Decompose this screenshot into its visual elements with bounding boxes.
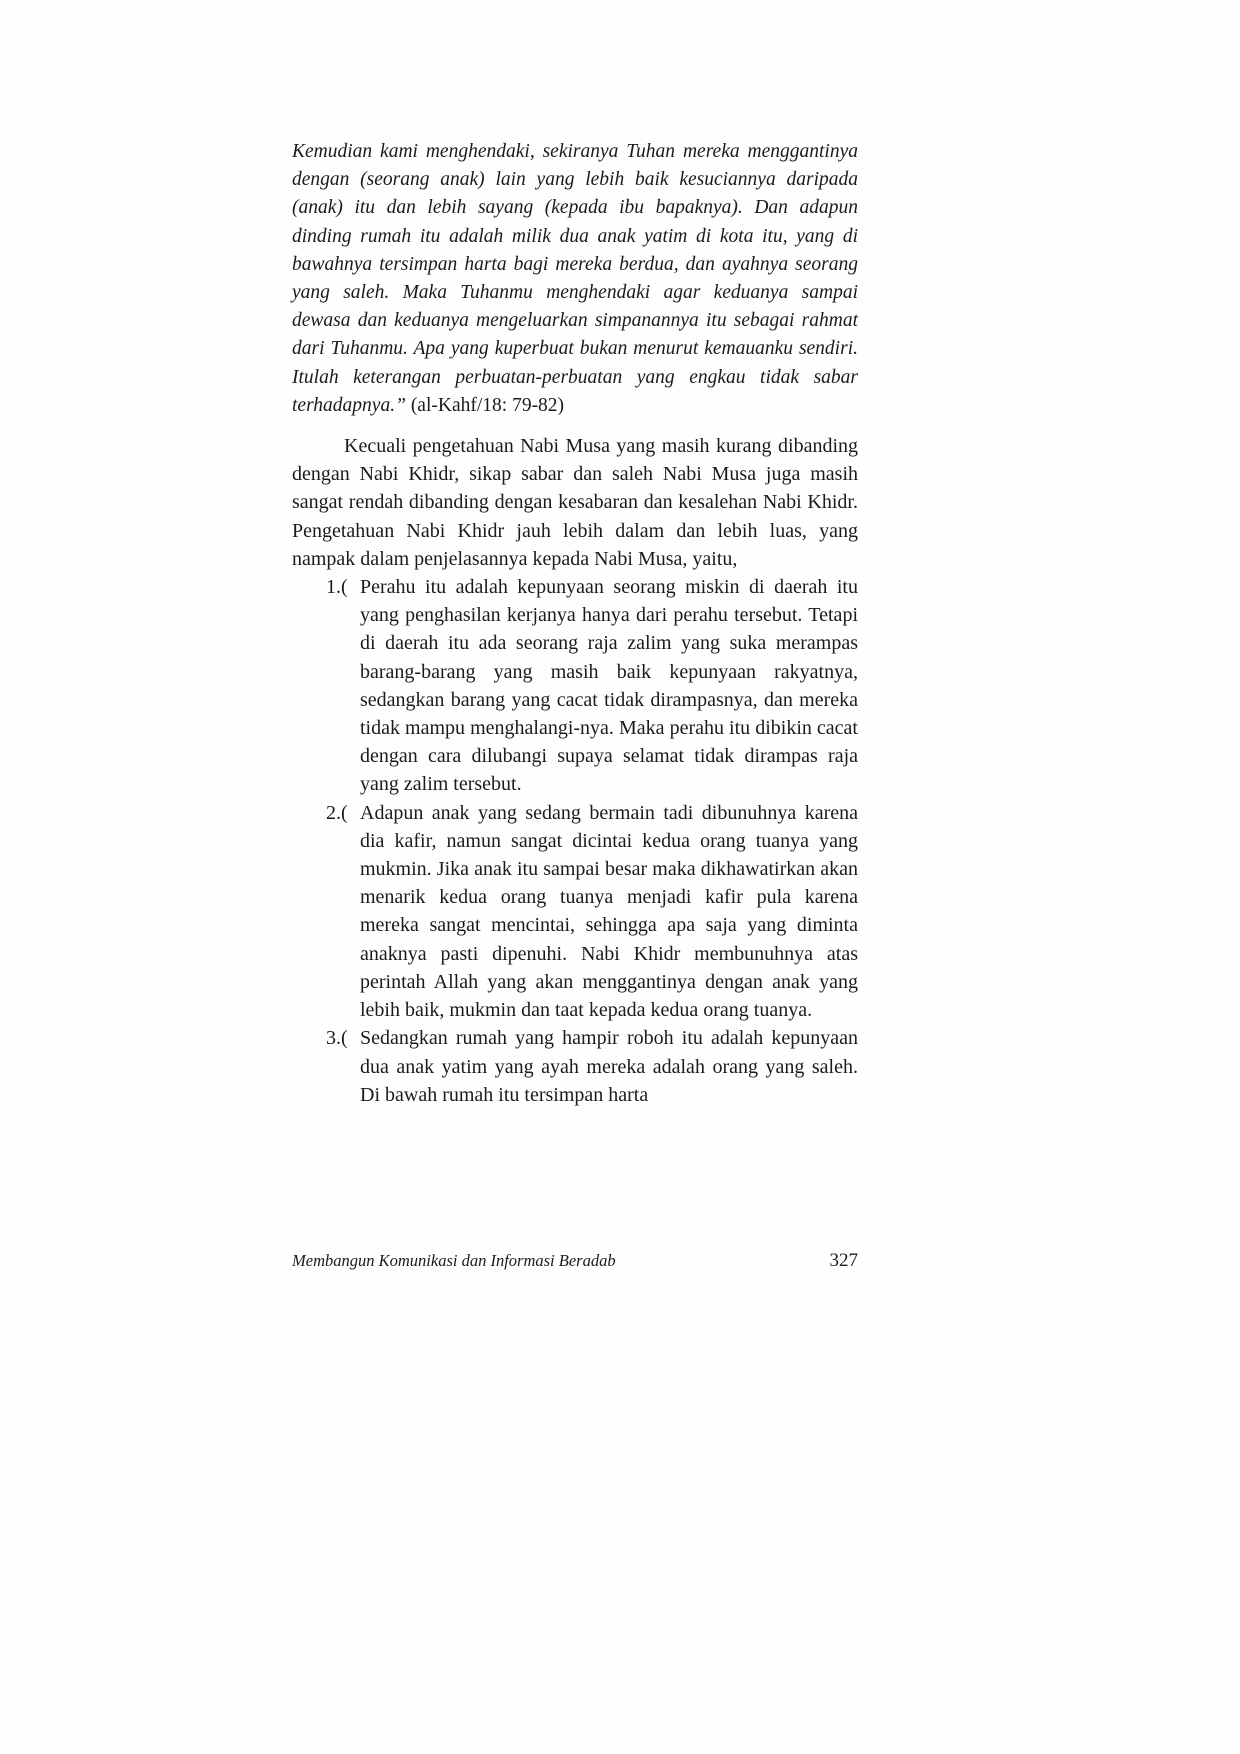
list-item-marker: 2.(	[326, 801, 348, 824]
list-item-marker: 1.(	[326, 576, 348, 599]
footer-page-number: 327	[829, 1250, 858, 1271]
list-item-text: Perahu itu adalah kepunyaan seorang miskin di daerah itu yang penghasilan kerjanya hanya dari perahu tersebut. Tetapi di daerah itu ada seorang raja zalim yang suka merampas barang-barang yang masih baik kepunyaan rakyatnya, sedangkan barang yang cacat tidak dirampasnya, dan mereka tidak mampu menghalangi-nya. Maka perahu itu dibikin cacat dengan cara dilubangi supaya selamat tidak dirampas raja yang zalim tersebut.	[360, 576, 858, 796]
numbered-list	[292, 573, 858, 1109]
body-paragraph: Kecuali pengetahuan Nabi Musa yang masih kurang dibanding dengan Nabi Khidr, sikap sabar dan saleh Nabi Musa juga masih sangat rendah dibanding dengan kesabaran dan kesalehan Nabi Khidr. Pengetahuan Nabi Khidr jauh lebih dalam dan lebih luas, yang nampak dalam penjelasannya kepada Nabi Musa, yaitu,	[292, 435, 858, 570]
quote-text: Kemudian kami menghendaki, sekiranya Tuhan mereka menggantinya dengan (seorang anak) lain yang lebih baik kesuciannya daripada (anak) itu dan lebih sayang (kepada ibu bapaknya). Dan adapun dinding rumah itu adalah milik dua anak yatim di kota itu, yang di bawahnya tersimpan harta bagi mereka berdua, dan ayahnya seorang yang saleh. Maka Tuhanmu menghendaki agar keduanya sampai dewasa dan keduanya mengeluarkan simpanannya itu sebagai rahmat dari Tuhanmu. Apa yang kuperbuat bukan menurut kemauanku sendiri. Itulah keterangan perbuatan-perbuatan yang engkau tidak sabar terhadapnya.”	[292, 141, 858, 416]
quote-citation: (al-Kahf/18: 79-82)	[410, 394, 565, 416]
list-item-text: Sedangkan rumah yang hampir roboh itu adalah kepunyaan dua anak yatim yang ayah mereka adalah orang yang saleh. Di bawah rumah itu tersimpan harta	[360, 1027, 858, 1106]
list-item-marker: 3.(	[326, 1027, 348, 1050]
list-item	[326, 799, 858, 1025]
page-content	[292, 138, 858, 1109]
list-item	[326, 573, 858, 799]
quran-quote	[292, 138, 858, 420]
page-footer	[292, 1250, 858, 1272]
list-item-text: Adapun anak yang sedang bermain tadi dibunuhnya karena dia kafir, namun sangat dicintai kedua orang tuanya yang mukmin. Jika anak itu sampai besar maka dikhawatirkan akan menarik kedua orang tuanya menjadi kafir pula karena mereka sangat mencintai, sehingga apa saja yang diminta anaknya pasti dipenuhi. Nabi Khidr membunuhnya atas perintah Allah yang akan menggantinya dengan anak yang lebih baik, mukmin dan taat kepada kedua orang tuanya.	[360, 801, 858, 1022]
list-item	[326, 1024, 858, 1109]
footer-book-title: Membangun Komunikasi dan Informasi Beradab	[292, 1251, 616, 1270]
